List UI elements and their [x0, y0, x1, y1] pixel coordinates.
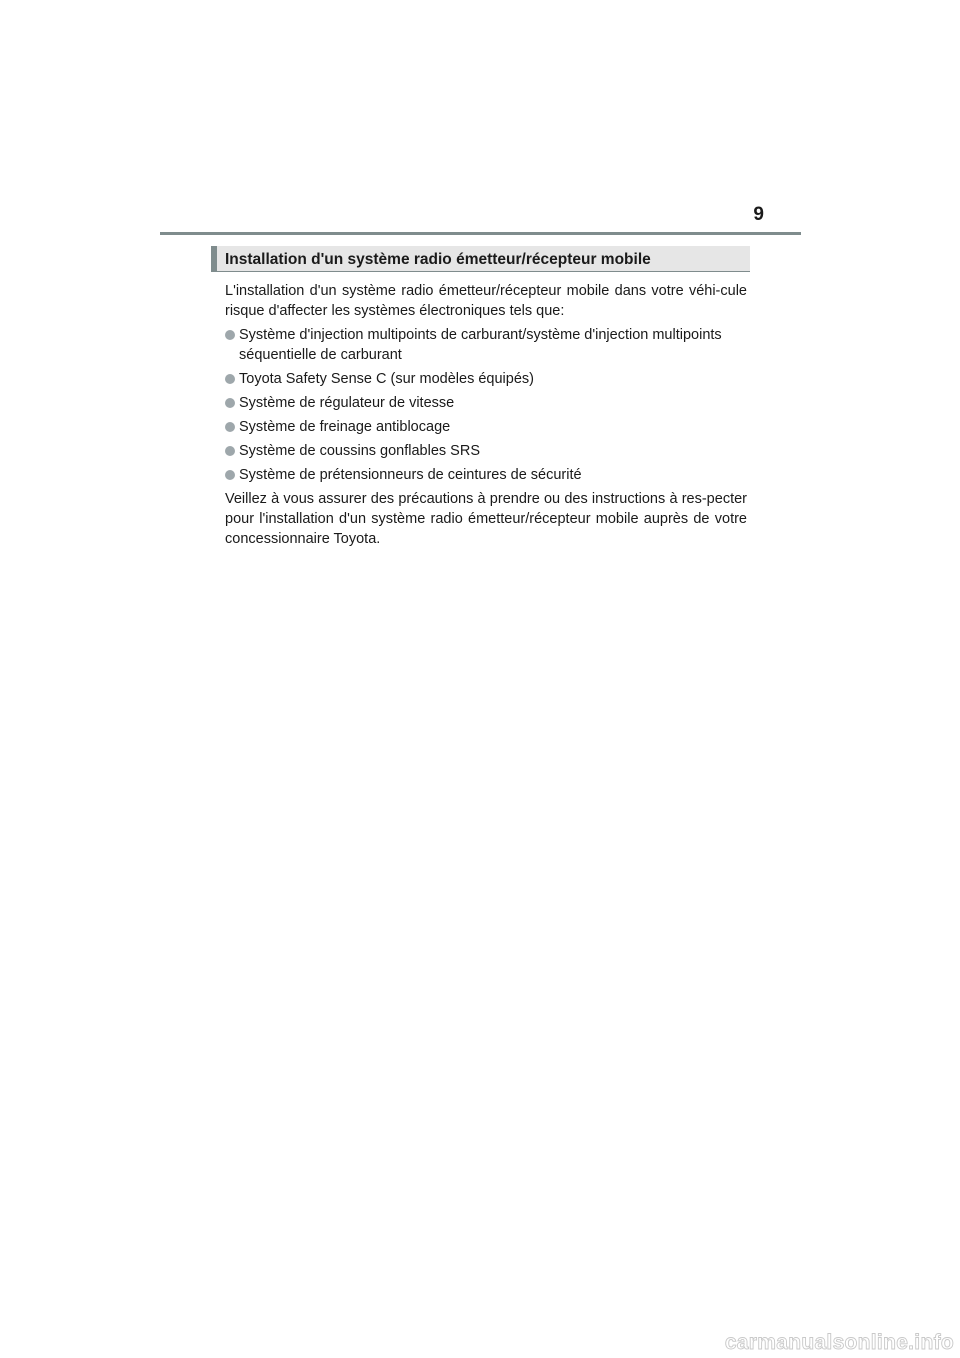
list-item-text: Toyota Safety Sense C (sur modèles équipés)	[239, 371, 534, 387]
list-item-text: Système de freinage antiblocage	[239, 419, 451, 435]
list-item-text: Système d'injection multipoints de carburant/système d'injection multipoints séquentielle de carburant	[239, 327, 722, 363]
bullet-icon	[225, 374, 235, 384]
bullet-icon	[225, 470, 235, 480]
list-item-text: Système de coussins gonflables SRS	[239, 443, 480, 459]
list-item-text: Système de prétensionneurs de ceintures de sécurité	[239, 467, 582, 483]
list-item	[225, 325, 747, 365]
header-divider	[160, 232, 801, 235]
intro-paragraph: L'installation d'un système radio émetteur/récepteur mobile dans votre véhi-cule risque d'affecter les systèmes électroniques tels que:	[225, 283, 747, 319]
bullet-icon	[225, 398, 235, 408]
bullet-icon	[225, 446, 235, 456]
page-number: 9	[753, 204, 764, 225]
closing-paragraph: Veillez à vous assurer des précautions à prendre ou des instructions à res-pecter pour l'installation d'un système radio émetteur/récepteur mobile auprès de votre concessionnaire Toyota.	[225, 491, 747, 547]
bullet-list	[225, 325, 747, 485]
list-item	[225, 441, 747, 461]
list-item	[225, 393, 747, 413]
watermark-text: carmanualsonline.info	[724, 1331, 954, 1354]
bullet-icon	[225, 422, 235, 432]
section-heading-title: Installation d'un système radio émetteur/récepteur mobile	[225, 251, 651, 268]
section-heading	[211, 246, 750, 272]
list-item	[225, 465, 747, 485]
list-item	[225, 417, 747, 437]
watermark-logo	[586, 1330, 956, 1354]
list-item	[225, 369, 747, 389]
section-body	[225, 281, 747, 549]
bullet-icon	[225, 330, 235, 340]
list-item-text: Système de régulateur de vitesse	[239, 395, 455, 411]
